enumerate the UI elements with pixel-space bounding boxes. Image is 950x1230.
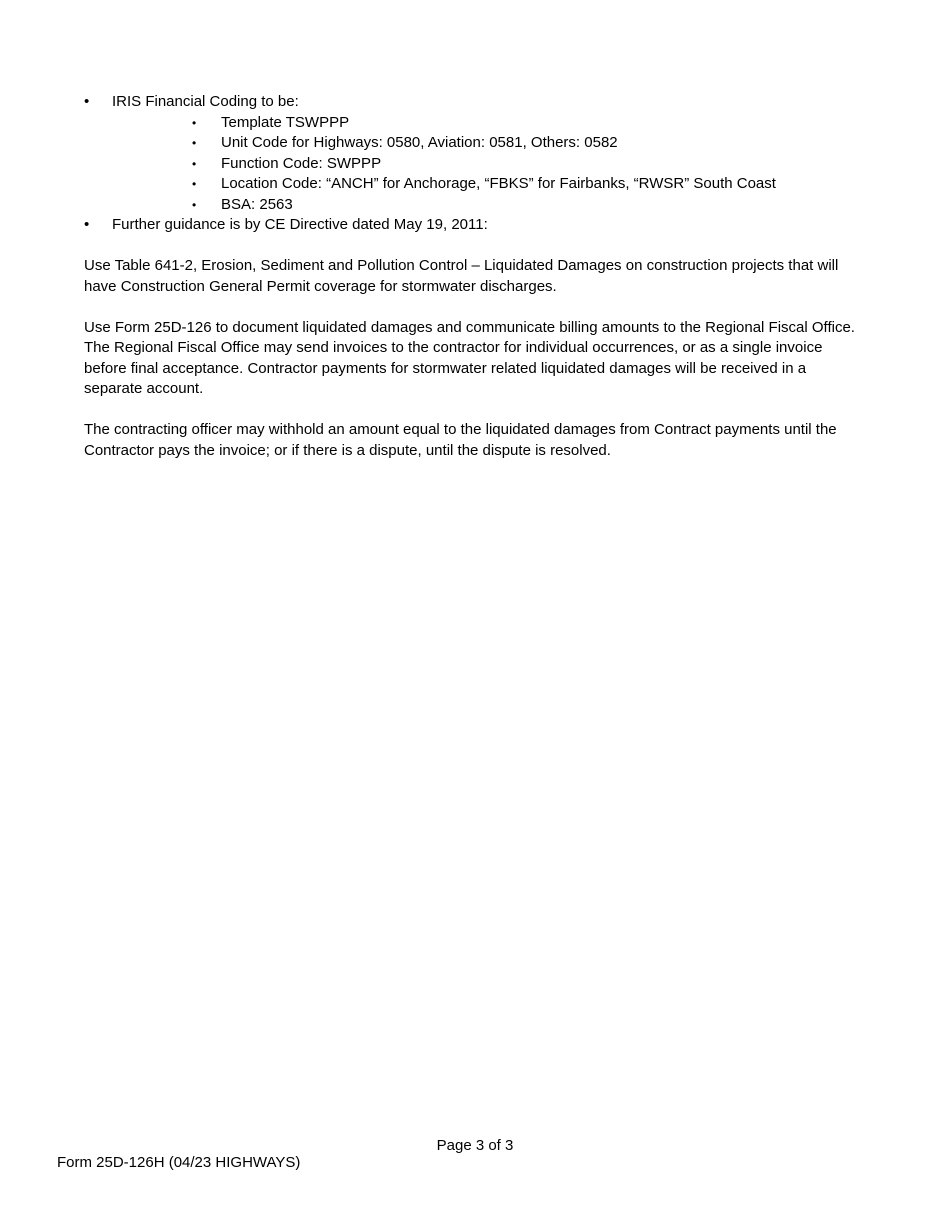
sub-list-item	[112, 195, 864, 216]
form-identifier: Form 25D-126H (04/23 HIGHWAYS)	[57, 1154, 301, 1171]
sub-bullet-icon: •	[192, 177, 197, 191]
sub-list-item	[112, 174, 864, 195]
paragraph-form-25d-126: Use Form 25D-126 to document liquidated damages and communicate billing amounts to the Regional Fiscal Office. The Regional Fiscal Office may send invoices to the contractor for individual occurrences, or as a single invoice before final acceptance. Contractor payments for stormwater related liquidated damages will be received in a separate account.	[84, 318, 855, 397]
sub-bullet-icon: •	[192, 115, 197, 130]
paragraph-table-641: Use Table 641-2, Erosion, Sediment and Pollution Control – Liquidated Damages on construction projects that will have Construction General Permit coverage for stormwater discharges.	[84, 257, 839, 295]
sub-list-item	[112, 113, 864, 134]
sub-list-item	[112, 133, 864, 154]
iris-sub-list	[112, 113, 864, 216]
list-item-guidance	[84, 215, 864, 236]
guidance-text: Further guidance is by CE Directive dated May 19, 2011:	[112, 216, 488, 233]
iris-item-function-code: Function Code: SWPPP	[221, 154, 382, 172]
iris-item-bsa: BSA: 2563	[221, 195, 293, 213]
main-bullet-list	[84, 92, 864, 236]
iris-item-location-code: Location Code: “ANCH” for Anchorage, “FBKS” for Fairbanks, “RWSR” South Coast	[221, 175, 776, 192]
iris-item-template: Template TSWPPP	[221, 113, 350, 131]
sub-list-item	[112, 154, 864, 175]
iris-item-unit-code: Unit Code for Highways: 0580, Aviation: 0581, Others: 0582	[221, 134, 618, 151]
iris-heading: IRIS Financial Coding to be:	[112, 93, 299, 110]
bullet-icon: •	[84, 216, 90, 233]
list-item-iris	[84, 92, 864, 215]
page-number: Page 3 of 3	[436, 1137, 514, 1154]
sub-bullet-icon: •	[192, 197, 197, 212]
page-content	[84, 92, 864, 461]
bullet-icon: •	[84, 93, 90, 110]
sub-bullet-icon: •	[192, 156, 197, 171]
sub-bullet-icon: •	[192, 136, 197, 150]
paragraph-withhold: The contracting officer may withhold an amount equal to the liquidated damages from Contract payments until the Contractor pays the invoice; or if there is a dispute, until the dispute is resolved.	[84, 421, 837, 459]
